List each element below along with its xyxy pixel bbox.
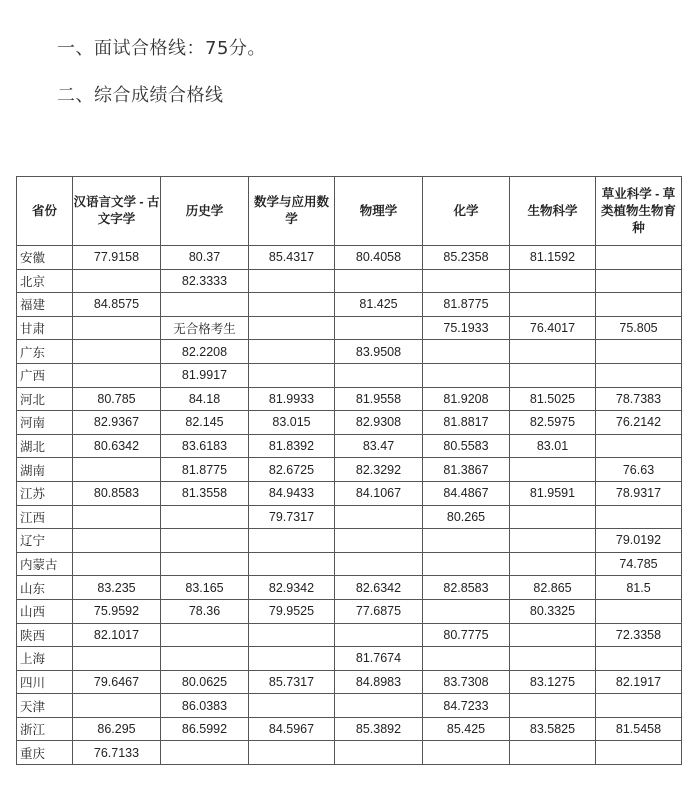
score-cell: 75.805 bbox=[596, 316, 682, 340]
score-cell bbox=[423, 529, 510, 553]
province-cell: 湖南 bbox=[17, 458, 73, 482]
score-cell: 83.165 bbox=[161, 576, 249, 600]
score-cell: 76.4017 bbox=[510, 316, 596, 340]
heading-interview-line: 一、面试合格线：75分。 bbox=[57, 38, 266, 59]
score-cell: 无合格考生 bbox=[161, 316, 249, 340]
province-cell: 内蒙古 bbox=[17, 552, 73, 576]
score-cell bbox=[249, 694, 335, 718]
column-header: 数学与应用数学 bbox=[249, 177, 335, 246]
score-cell: 83.9508 bbox=[335, 340, 423, 364]
province-cell: 北京 bbox=[17, 269, 73, 293]
column-header: 生物科学 bbox=[510, 177, 596, 246]
table-row bbox=[17, 741, 682, 765]
column-header: 物理学 bbox=[335, 177, 423, 246]
score-cell: 85.2358 bbox=[423, 246, 510, 270]
score-cell: 82.145 bbox=[161, 411, 249, 435]
score-cell: 81.5025 bbox=[510, 387, 596, 411]
table-header-row bbox=[17, 177, 682, 246]
score-cell: 80.265 bbox=[423, 505, 510, 529]
score-cell: 78.9317 bbox=[596, 481, 682, 505]
score-cell bbox=[249, 340, 335, 364]
score-cell: 81.3558 bbox=[161, 481, 249, 505]
score-cell: 83.47 bbox=[335, 434, 423, 458]
table-row bbox=[17, 434, 682, 458]
score-cell bbox=[73, 316, 161, 340]
province-cell: 江苏 bbox=[17, 481, 73, 505]
score-cell bbox=[596, 246, 682, 270]
score-cell bbox=[73, 647, 161, 671]
score-cell: 78.7383 bbox=[596, 387, 682, 411]
score-cell bbox=[161, 505, 249, 529]
score-cell: 82.9308 bbox=[335, 411, 423, 435]
table-row bbox=[17, 387, 682, 411]
score-cell: 82.6342 bbox=[335, 576, 423, 600]
score-cell: 82.1917 bbox=[596, 670, 682, 694]
score-cell: 81.3867 bbox=[423, 458, 510, 482]
score-cell: 82.8583 bbox=[423, 576, 510, 600]
score-cell: 85.7317 bbox=[249, 670, 335, 694]
score-cell: 80.7775 bbox=[423, 623, 510, 647]
score-cell bbox=[596, 269, 682, 293]
table-row bbox=[17, 552, 682, 576]
province-cell: 甘肃 bbox=[17, 316, 73, 340]
province-cell: 天津 bbox=[17, 694, 73, 718]
score-cell: 80.785 bbox=[73, 387, 161, 411]
score-cell: 83.5825 bbox=[510, 717, 596, 741]
score-cell: 77.9158 bbox=[73, 246, 161, 270]
score-cell: 82.5975 bbox=[510, 411, 596, 435]
score-cell bbox=[335, 505, 423, 529]
score-cell bbox=[161, 552, 249, 576]
score-cell bbox=[249, 316, 335, 340]
score-cell: 79.7317 bbox=[249, 505, 335, 529]
score-cell: 86.0383 bbox=[161, 694, 249, 718]
score-cell bbox=[423, 269, 510, 293]
score-cell: 79.6467 bbox=[73, 670, 161, 694]
score-cell bbox=[73, 694, 161, 718]
score-cell bbox=[249, 529, 335, 553]
score-cell bbox=[335, 623, 423, 647]
score-cell: 86.5992 bbox=[161, 717, 249, 741]
score-cell bbox=[596, 340, 682, 364]
province-cell: 重庆 bbox=[17, 741, 73, 765]
province-cell: 辽宁 bbox=[17, 529, 73, 553]
score-cell: 80.6342 bbox=[73, 434, 161, 458]
score-cell: 74.785 bbox=[596, 552, 682, 576]
score-cell: 81.8817 bbox=[423, 411, 510, 435]
score-cell: 83.235 bbox=[73, 576, 161, 600]
score-cell: 84.1067 bbox=[335, 481, 423, 505]
score-cell bbox=[596, 363, 682, 387]
score-cell: 81.8775 bbox=[161, 458, 249, 482]
score-cell bbox=[510, 647, 596, 671]
table-row bbox=[17, 717, 682, 741]
score-cell: 82.2208 bbox=[161, 340, 249, 364]
score-cell bbox=[510, 505, 596, 529]
score-cell bbox=[510, 741, 596, 765]
score-cell: 83.015 bbox=[249, 411, 335, 435]
score-cell: 76.2142 bbox=[596, 411, 682, 435]
score-cell: 84.18 bbox=[161, 387, 249, 411]
score-cell: 81.5458 bbox=[596, 717, 682, 741]
score-cell bbox=[249, 741, 335, 765]
score-cell: 84.4867 bbox=[423, 481, 510, 505]
score-cell: 84.8983 bbox=[335, 670, 423, 694]
table-row bbox=[17, 694, 682, 718]
province-cell: 江西 bbox=[17, 505, 73, 529]
table-row bbox=[17, 246, 682, 270]
province-cell: 湖北 bbox=[17, 434, 73, 458]
score-cell: 81.8775 bbox=[423, 293, 510, 317]
score-cell bbox=[423, 647, 510, 671]
score-cell: 83.6183 bbox=[161, 434, 249, 458]
score-cell bbox=[596, 293, 682, 317]
score-cell bbox=[596, 505, 682, 529]
score-cell: 81.5 bbox=[596, 576, 682, 600]
province-cell: 山东 bbox=[17, 576, 73, 600]
column-header: 草业科学 - 草类植物生物育种 bbox=[596, 177, 682, 246]
score-cell bbox=[596, 599, 682, 623]
score-cell: 76.7133 bbox=[73, 741, 161, 765]
score-cell: 81.9917 bbox=[161, 363, 249, 387]
score-cell bbox=[249, 293, 335, 317]
table-row bbox=[17, 340, 682, 364]
score-cell bbox=[510, 623, 596, 647]
score-cell: 85.3892 bbox=[335, 717, 423, 741]
score-cell bbox=[249, 552, 335, 576]
score-cell bbox=[510, 458, 596, 482]
heading-overall-line: 二、综合成绩合格线 bbox=[57, 85, 224, 106]
score-cell bbox=[596, 694, 682, 718]
score-cell bbox=[596, 647, 682, 671]
score-cell: 79.9525 bbox=[249, 599, 335, 623]
score-cell: 80.0625 bbox=[161, 670, 249, 694]
score-cell bbox=[423, 340, 510, 364]
province-cell: 安徽 bbox=[17, 246, 73, 270]
score-cell bbox=[510, 363, 596, 387]
table-row bbox=[17, 293, 682, 317]
score-cell bbox=[423, 599, 510, 623]
score-cell bbox=[335, 316, 423, 340]
table-row bbox=[17, 505, 682, 529]
table-row bbox=[17, 623, 682, 647]
score-cell bbox=[335, 552, 423, 576]
score-cell bbox=[423, 363, 510, 387]
column-header: 省份 bbox=[17, 177, 73, 246]
score-cell: 81.9591 bbox=[510, 481, 596, 505]
score-cell: 72.3358 bbox=[596, 623, 682, 647]
score-cell: 82.6725 bbox=[249, 458, 335, 482]
score-cell bbox=[161, 647, 249, 671]
score-cell bbox=[161, 741, 249, 765]
province-cell: 浙江 bbox=[17, 717, 73, 741]
column-header: 化学 bbox=[423, 177, 510, 246]
score-cell bbox=[73, 340, 161, 364]
score-cell bbox=[335, 741, 423, 765]
table-row bbox=[17, 576, 682, 600]
table-row bbox=[17, 599, 682, 623]
score-cell bbox=[161, 623, 249, 647]
score-cell: 81.1592 bbox=[510, 246, 596, 270]
column-header: 汉语言文学 - 古文字学 bbox=[73, 177, 161, 246]
score-cell bbox=[161, 529, 249, 553]
score-cell: 84.8575 bbox=[73, 293, 161, 317]
score-cell: 81.8392 bbox=[249, 434, 335, 458]
score-cell bbox=[510, 552, 596, 576]
table-row bbox=[17, 458, 682, 482]
score-cell bbox=[510, 340, 596, 364]
table-row bbox=[17, 269, 682, 293]
score-cell bbox=[249, 623, 335, 647]
score-cell: 81.9558 bbox=[335, 387, 423, 411]
column-header: 历史学 bbox=[161, 177, 249, 246]
score-cell bbox=[423, 741, 510, 765]
score-cell: 80.3325 bbox=[510, 599, 596, 623]
province-cell: 河南 bbox=[17, 411, 73, 435]
score-cell bbox=[510, 694, 596, 718]
score-cell bbox=[249, 363, 335, 387]
score-cell bbox=[73, 529, 161, 553]
score-cell: 80.5583 bbox=[423, 434, 510, 458]
score-cell: 78.36 bbox=[161, 599, 249, 623]
table-row bbox=[17, 411, 682, 435]
score-cell: 76.63 bbox=[596, 458, 682, 482]
score-cell bbox=[249, 647, 335, 671]
score-cell: 82.865 bbox=[510, 576, 596, 600]
score-cell bbox=[335, 269, 423, 293]
score-cell bbox=[73, 458, 161, 482]
score-cell: 82.3292 bbox=[335, 458, 423, 482]
score-cell: 83.7308 bbox=[423, 670, 510, 694]
province-cell: 四川 bbox=[17, 670, 73, 694]
score-cell bbox=[249, 269, 335, 293]
score-cell: 80.8583 bbox=[73, 481, 161, 505]
score-cell: 82.9342 bbox=[249, 576, 335, 600]
score-table bbox=[16, 176, 682, 765]
score-cell: 85.425 bbox=[423, 717, 510, 741]
province-cell: 河北 bbox=[17, 387, 73, 411]
province-cell: 上海 bbox=[17, 647, 73, 671]
score-cell: 82.1017 bbox=[73, 623, 161, 647]
table-row bbox=[17, 316, 682, 340]
score-cell: 83.1275 bbox=[510, 670, 596, 694]
score-cell: 81.9933 bbox=[249, 387, 335, 411]
score-cell bbox=[73, 505, 161, 529]
score-cell: 84.7233 bbox=[423, 694, 510, 718]
score-cell: 77.6875 bbox=[335, 599, 423, 623]
score-cell bbox=[510, 269, 596, 293]
score-cell: 82.9367 bbox=[73, 411, 161, 435]
table-row bbox=[17, 481, 682, 505]
score-cell bbox=[335, 529, 423, 553]
score-cell: 82.3333 bbox=[161, 269, 249, 293]
score-cell: 79.0192 bbox=[596, 529, 682, 553]
score-cell bbox=[73, 363, 161, 387]
score-cell: 86.295 bbox=[73, 717, 161, 741]
table-row bbox=[17, 670, 682, 694]
province-cell: 福建 bbox=[17, 293, 73, 317]
score-cell bbox=[596, 741, 682, 765]
table-row bbox=[17, 529, 682, 553]
score-cell: 83.01 bbox=[510, 434, 596, 458]
score-cell: 81.425 bbox=[335, 293, 423, 317]
score-cell bbox=[335, 694, 423, 718]
score-cell: 81.7674 bbox=[335, 647, 423, 671]
table-row bbox=[17, 363, 682, 387]
score-cell: 84.5967 bbox=[249, 717, 335, 741]
table-body bbox=[17, 246, 682, 765]
table-row bbox=[17, 647, 682, 671]
province-cell: 广西 bbox=[17, 363, 73, 387]
score-cell: 80.4058 bbox=[335, 246, 423, 270]
province-cell: 山西 bbox=[17, 599, 73, 623]
score-cell: 75.9592 bbox=[73, 599, 161, 623]
score-cell: 81.9208 bbox=[423, 387, 510, 411]
province-cell: 陕西 bbox=[17, 623, 73, 647]
score-cell bbox=[510, 529, 596, 553]
score-cell bbox=[423, 552, 510, 576]
score-cell: 85.4317 bbox=[249, 246, 335, 270]
score-cell: 84.9433 bbox=[249, 481, 335, 505]
score-cell bbox=[161, 293, 249, 317]
score-cell bbox=[596, 434, 682, 458]
score-cell: 80.37 bbox=[161, 246, 249, 270]
score-cell bbox=[73, 269, 161, 293]
score-cell: 75.1933 bbox=[423, 316, 510, 340]
score-cell bbox=[510, 293, 596, 317]
province-cell: 广东 bbox=[17, 340, 73, 364]
score-cell bbox=[73, 552, 161, 576]
score-cell bbox=[335, 363, 423, 387]
